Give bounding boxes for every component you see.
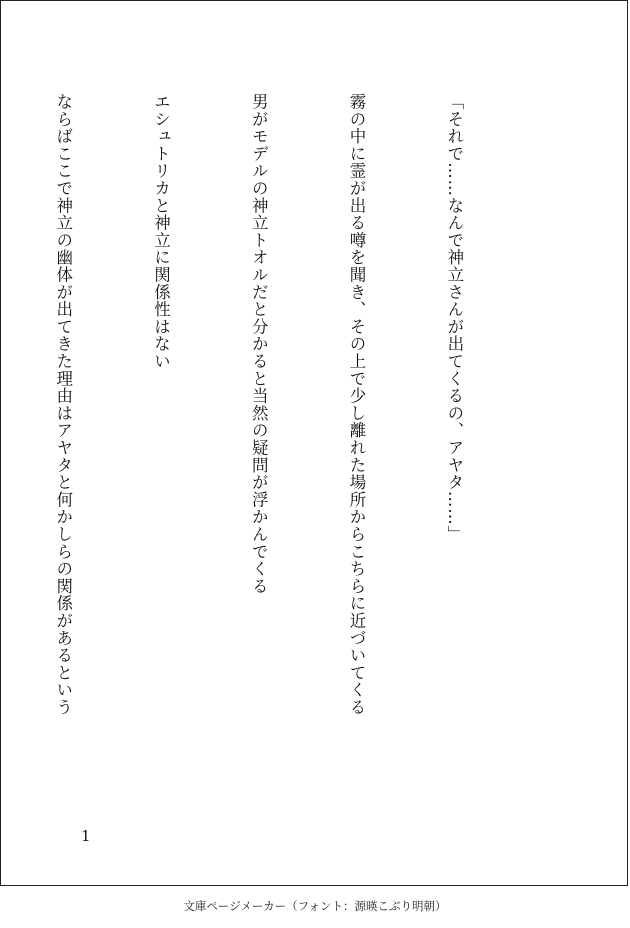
page-number: 1 [81, 827, 91, 845]
text-line: ならばここで神立の幽体が出てきた理由はアヤタと何かしらの関係があるという [53, 93, 73, 716]
text-line: 霧の中に霊が出る噂を聞き、その上で少し離れた場所からこちらに近づいてくる [347, 93, 367, 716]
text-line: 男がモデルの神立トオルだと分かると当然の疑問が浮かんでくる [249, 93, 269, 595]
text-line: エシュトリカと神立に関係性はない [151, 93, 171, 370]
vertical-text-body [0, 93, 535, 813]
text-line: 「それで……なんで神立さんが出てくるの、アヤタ……」 [444, 93, 464, 543]
footer-credit: 文庫ページメーカー（フォント：源暎こぶり明朝） [183, 899, 447, 913]
